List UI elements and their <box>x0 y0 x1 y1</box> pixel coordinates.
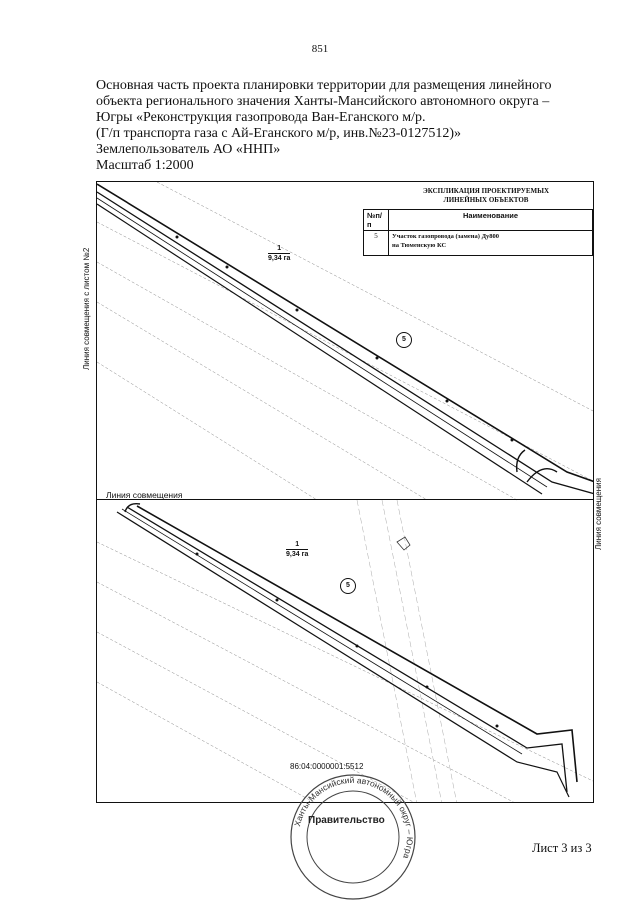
seal-center-text: Правительство <box>308 815 385 826</box>
area-top-value: 9,34 га <box>268 255 291 262</box>
official-seal <box>283 774 423 900</box>
svg-text:Ханты-Мансийский автономный ок: Ханты-Мансийский автономный округ – Югра <box>292 774 416 861</box>
header-line-3: Югры «Реконструкция газопровода Ван-Еганского м/р. <box>96 110 426 125</box>
legend-col-name: Наименование <box>389 210 593 231</box>
legend <box>363 185 593 256</box>
side-label-right: Линия совмещения <box>594 478 603 550</box>
area-bottom-number: 1 <box>286 540 308 550</box>
legend-row-name-line-2: на Тюменскую КС <box>392 242 447 249</box>
legend-row <box>364 231 593 256</box>
area-top-number: 1 <box>268 244 290 254</box>
object-marker-bottom: 5 <box>340 578 356 594</box>
header-line-1: Основная часть проекта планировки территории для размещения линейного <box>96 78 552 93</box>
legend-row-name <box>389 231 593 256</box>
area-label-bottom <box>286 540 308 559</box>
join-label: Линия совмещения <box>106 490 183 500</box>
legend-table <box>363 209 593 256</box>
header-line-4: (Г/п транспорта газа с Ай-Еганского м/р, инв.№23-0127512)» <box>96 126 462 141</box>
legend-title <box>363 185 593 209</box>
legend-row-name-line-1: Участок газопровода (замена) Ду800 <box>392 233 500 240</box>
sheet-number: Лист 3 из 3 <box>532 841 592 855</box>
legend-row-num: 5 <box>364 231 389 256</box>
object-marker-top: 5 <box>396 332 412 348</box>
legend-title-line-1: ЭКСПЛИКАЦИЯ ПРОЕКТИРУЕМЫХ <box>422 187 550 195</box>
cadastral-number: 86:04:0000001:5512 <box>290 762 364 771</box>
map-scale: Масштаб 1:2000 <box>96 158 194 173</box>
side-label-left: Линия совмещения с листом №2 <box>82 247 91 370</box>
document-header <box>96 78 586 174</box>
header-line-2: объекта регионального значения Ханты-Мансийского автономного округа – <box>96 94 550 109</box>
area-label-top <box>268 244 290 263</box>
area-bottom-value: 9,34 га <box>286 551 309 558</box>
land-user: Землепользователь АО «ННП» <box>96 142 281 157</box>
legend-title-line-2: ЛИНЕЙНЫХ ОБЪЕКТОВ <box>443 196 529 204</box>
legend-col-num: №п/п <box>364 210 389 231</box>
page-number: 851 <box>311 43 329 55</box>
